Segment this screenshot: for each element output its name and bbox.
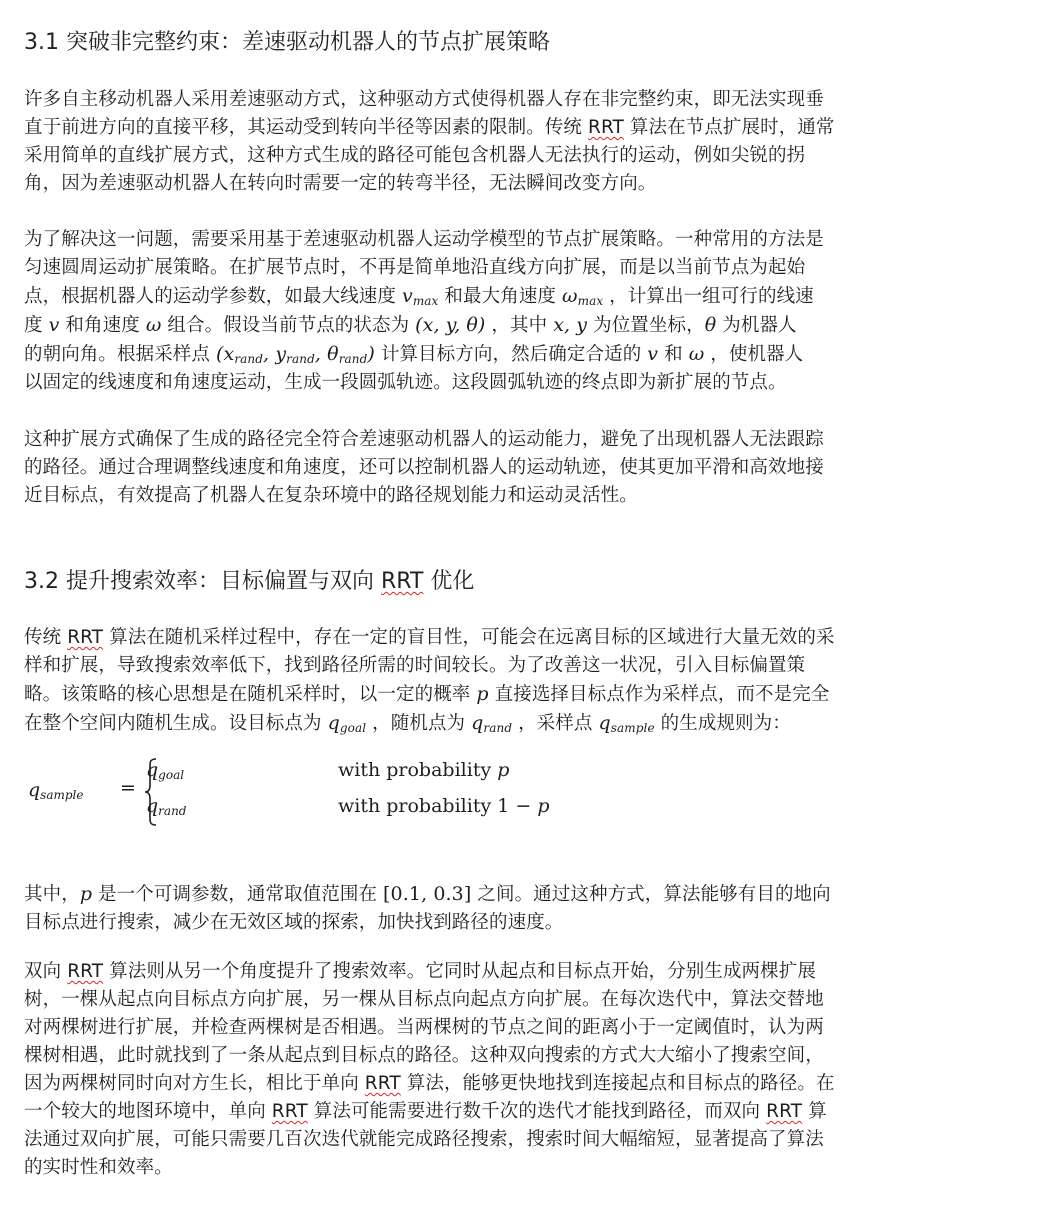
paragraph-3-1-3: 这种扩展方式确保了生成的路径完全符合差速驱动机器人的运动能力，避免了出现机器人无法跟踪 的路径。通过合理调整线速度和角速度，还可以控制机器人的运动轨迹，使其更加平滑和高效地接 近目标点，有效提高了机器人在复杂环境中的路径规划能力和运动灵活性。 bbox=[24, 429, 824, 506]
spellcheck-rrt[interactable]: RRT bbox=[766, 1101, 803, 1122]
eq-case-rand: $q_{rand}$ with probability 1 − p bbox=[146, 795, 550, 818]
math-vmax: $v_{max}$ bbox=[401, 285, 439, 308]
paragraph-3-1-2: 为了解决这一问题，需要采用基于差速驱动机器人运动学模型的节点扩展策略。一种常用的方法是 匀速圆周运动扩展策略。在扩展节点时，不再是简单地沿直线方向扩展，而是以当前节点为起始 点，根据机器人的运动学参数，如最大线速度 $v_{max}$ 和最大角速度 $\omega_{max}$ ，计算出一组可行的线速 度 v 和角速度 ω 组合。假设当前节点的状态为 (x, y, θ) ，其中 x, y 为位置坐标，θ 为机器人 的朝向角。根据采样点 ($x_{rand}$, $y_{rand}$, $\theta_{rand}$) 计算目标方向，然后确定合适的 v 和 ω ，使机器人 以固定的线速度和角速度运动，生成一段圆弧轨迹。这段圆弧轨迹的终点即为新扩展的节点。 bbox=[24, 229, 824, 393]
paragraph-3-2-1: 传统 RRT 算法在随机采样过程中，存在一定的盲目性，可能会在远离目标的区域进行大量无效的采 样和扩展，导致搜索效率低下，找到路径所需的时间较长。为了改善这一状况，引入目标偏置策 略。该策略的核心思想是在随机采样时，以一定的概率 p 直接选择目标点作为采样点，而不是完全 在整个空间内随机生成。设目标点为 $q_{goal}$ ，随机点为 $q_{rand}$ ，采样点 $q_{sample}$ 的生成规则为： bbox=[24, 627, 835, 735]
eq-case-goal: $q_{goal}$ with probability p bbox=[146, 759, 510, 782]
section-3-2-title: 3.2 提升搜索效率：目标偏置与双向 RRT 优化 bbox=[24, 569, 475, 594]
section-3-1-title: 3.1 突破非完整约束：差速驱动机器人的节点扩展策略 bbox=[24, 30, 550, 55]
spellcheck-rrt[interactable]: RRT bbox=[587, 117, 624, 138]
math-omegamax: $\omega_{max}$ bbox=[562, 285, 604, 308]
spellcheck-rrt[interactable]: RRT bbox=[271, 1101, 308, 1122]
math-qrand: $q_{rand}$ bbox=[471, 712, 513, 735]
math-qgoal: $q_{goal}$ bbox=[327, 712, 367, 735]
math-range: [0.1, 0.3] bbox=[383, 883, 472, 905]
sampling-equation: $q_{sample}$ = $q_{goal}$ with probability p $q_{rand}$ with probability 1 − p bbox=[28, 757, 528, 827]
spellcheck-rrt[interactable]: RRT bbox=[380, 569, 424, 594]
math-state: (x, y, θ) bbox=[415, 314, 486, 336]
math-qsample: $q_{sample}$ bbox=[598, 712, 655, 735]
eq-lhs: $q_{sample}$ bbox=[28, 779, 84, 802]
math-sample-point: ($x_{rand}$, $y_{rand}$, $\theta_{rand}$) bbox=[215, 343, 375, 366]
paragraph-3-2-2: 其中，p 是一个可调参数，通常取值范围在 [0.1, 0.3] 之间。通过这种方式，算法能够有目的地向 目标点进行搜索，减少在无效区域的探索，加快找到路径的速度。 bbox=[24, 883, 831, 933]
paragraph-3-2-3: 双向 RRT 算法则从另一个角度提升了搜索效率。它同时从起点和目标点开始，分别生成两棵扩展 树，一棵从起点向目标点方向扩展，另一棵从目标点向起点方向扩展。在每次迭代中，算法交替地 对两棵树进行扩展，并检查两棵树是否相遇。当两棵树的节点之间的距离小于一定阈值时，认为两 棵树相遇，此时就找到了一条从起点到目标点的路径。这种双向搜索的方式大大缩小了搜索空间， 因为两棵树同时向对方生长，相比于单向 RRT 算法，能够更快地找到连接起点和目标点的路径。在 一个较大的地图环境中，单向 RRT 算法可能需要进行数千次的迭代才能找到路径，而双向 RRT 算 法通过双向扩展，可能只需要几百次迭代就能完成路径搜索，搜索时间大幅缩短，显著提高了算法 的实时性和效率。 bbox=[24, 961, 835, 1178]
paragraph-3-1-1: 许多自主移动机器人采用差速驱动方式，这种驱动方式使得机器人存在非完整约束，即无法实现垂 直于前进方向的直接平移，其运动受到转向半径等因素的限制。传统 RRT 算法在节点扩展时，通常 采用简单的直线扩展方式，这种方式生成的路径可能包含机器人无法执行的运动，例如尖锐的拐 角，因为差速驱动机器人在转向时需要一定的转弯半径，无法瞬间改变方向。 bbox=[24, 89, 835, 194]
spellcheck-rrt[interactable]: RRT bbox=[67, 961, 104, 982]
spellcheck-rrt[interactable]: RRT bbox=[364, 1073, 401, 1094]
spellcheck-rrt[interactable]: RRT bbox=[67, 627, 104, 648]
